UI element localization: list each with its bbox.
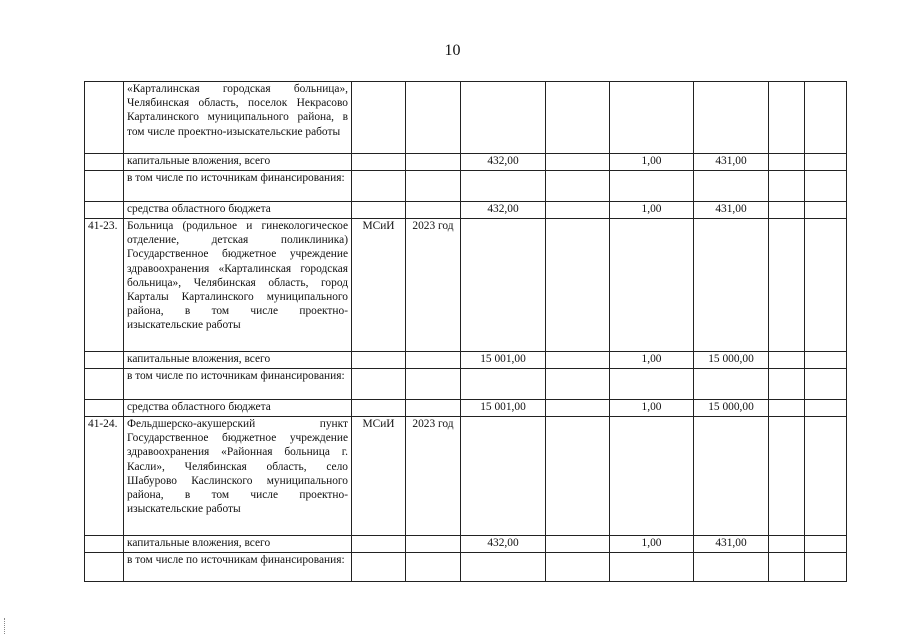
row-number: 41-24.: [85, 417, 124, 536]
object-description: Фельдшерско-акушерский пункт Государственное бюджетное учреждение здравоохранения «Районная больница г. Касли», Челябинская область, село Шабурово Каслинского муниципального района, в том числе проектно-изыскательские работы: [124, 417, 352, 536]
row-label: в том числе по источникам финансирования:: [124, 369, 352, 400]
total-value: 15 001,00: [461, 400, 546, 417]
value-2024: 15 000,00: [694, 352, 769, 369]
row-label: капитальные вложения, всего: [124, 536, 352, 553]
customer-cell: МСиИ: [352, 219, 406, 352]
value-2023: 1,00: [610, 154, 694, 171]
row-number: 41-23.: [85, 219, 124, 352]
row-label: средства областного бюджета: [124, 202, 352, 219]
customer-cell: [352, 82, 406, 154]
table-row: [85, 82, 847, 154]
table-row: [85, 536, 847, 553]
value-2024: 15 000,00: [694, 400, 769, 417]
year-cell: 2023 год: [406, 417, 461, 536]
scan-artifact: [4, 618, 7, 634]
table-row: [85, 202, 847, 219]
value-2024: 431,00: [694, 536, 769, 553]
table-row: [85, 369, 847, 400]
row-label: в том числе по источникам финансирования:: [124, 171, 352, 202]
value-2023: 1,00: [610, 400, 694, 417]
value-2024: 431,00: [694, 202, 769, 219]
table-row: [85, 171, 847, 202]
table-row: [85, 219, 847, 352]
table-row: [85, 553, 847, 582]
row-number: [85, 82, 124, 154]
row-label: средства областного бюджета: [124, 400, 352, 417]
customer-cell: МСиИ: [352, 417, 406, 536]
table-row: [85, 154, 847, 171]
total-value: 15 001,00: [461, 352, 546, 369]
row-label: в том числе по источникам финансирования:: [124, 553, 352, 582]
table-row: [85, 352, 847, 369]
table-row: [85, 400, 847, 417]
budget-table: [84, 81, 847, 582]
total-value: 432,00: [461, 202, 546, 219]
value-2023: 1,00: [610, 536, 694, 553]
table-row: [85, 417, 847, 536]
row-label: капитальные вложения, всего: [124, 154, 352, 171]
object-description: «Карталинская городская больница», Челябинская область, поселок Некрасово Карталинского муниципального района, в том числе проектно-изыскательские работы: [124, 82, 352, 154]
value-2023: 1,00: [610, 202, 694, 219]
total-value: 432,00: [461, 154, 546, 171]
year-cell: 2023 год: [406, 219, 461, 352]
value-2023: 1,00: [610, 352, 694, 369]
total-value: 432,00: [461, 536, 546, 553]
year-cell: [406, 82, 461, 154]
value-2024: 431,00: [694, 154, 769, 171]
object-description: Больница (родильное и гинекологическое отделение, детская поликлиника) Государственное бюджетное учреждение здравоохранения «Карталинская городская больница», Челябинская область, город Карталы Карталинского муниципального района, в том числе проектно-изыскательские работы: [124, 219, 352, 352]
page-number: 10: [444, 42, 461, 59]
row-label: капитальные вложения, всего: [124, 352, 352, 369]
